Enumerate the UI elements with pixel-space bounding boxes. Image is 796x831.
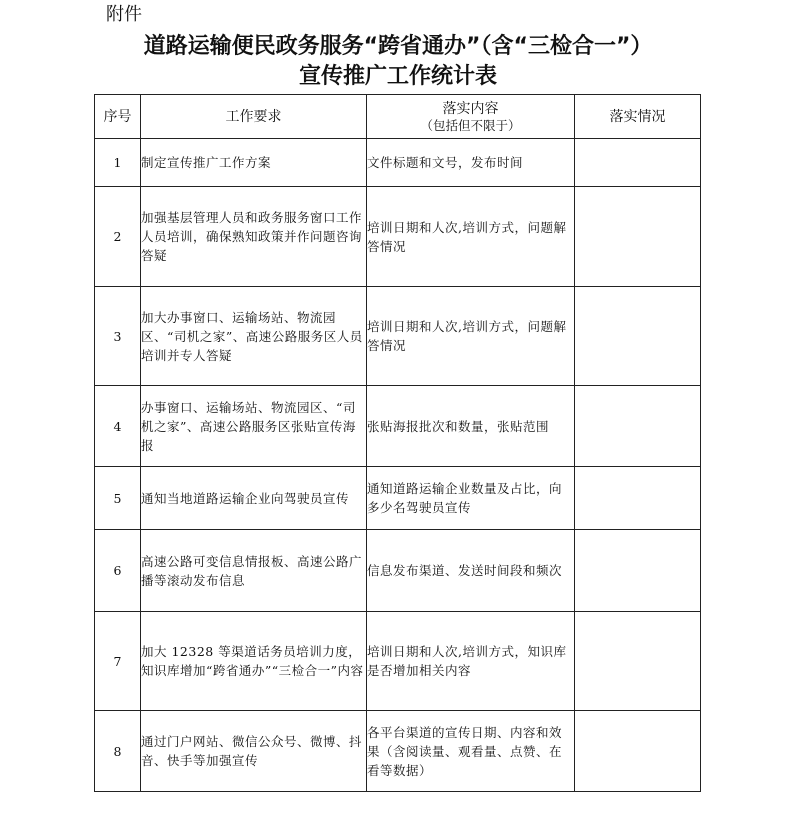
row-content: 文件标题和文号，发布时间 [367,139,575,187]
row-requirement: 高速公路可变信息情报板、高速公路广播等滚动发布信息 [141,530,367,612]
header-seq: 序号 [95,95,141,139]
row-status[interactable] [575,187,701,287]
row-content: 各平台渠道的宣传日期、内容和效果（含阅读量、观看量、点赞、在看等数据） [367,711,575,792]
table-row [95,287,701,386]
header-requirement: 工作要求 [141,95,367,139]
header-content-label: 落实内容 [442,100,499,117]
header-content [367,95,575,139]
row-status[interactable] [575,139,701,187]
table-row [95,711,701,792]
attachment-label: 附件 [106,4,142,25]
table-row [95,187,701,287]
row-status[interactable] [575,287,701,386]
statistics-table [94,94,701,792]
table-row [95,530,701,612]
table-row [95,386,701,467]
row-requirement: 通过门户网站、微信公众号、微博、抖音、快手等加强宣传 [141,711,367,792]
row-seq: 3 [95,287,141,386]
row-status[interactable] [575,530,701,612]
row-requirement: 加强基层管理人员和政务服务窗口工作人员培训，确保熟知政策并作问题咨询答疑 [141,187,367,287]
row-requirement: 通知当地道路运输企业向驾驶员宣传 [141,467,367,530]
table-row [95,139,701,187]
document-title-line-2: 宣传推广工作统计表 [298,64,497,89]
row-content: 培训日期和人次,培训方式，问题解答情况 [367,187,575,287]
row-requirement: 制定宣传推广工作方案 [141,139,367,187]
row-seq: 2 [95,187,141,287]
header-content-note: （包括但不限于） [420,117,521,133]
row-status[interactable] [575,711,701,792]
row-content: 通知道路运输企业数量及占比，向多少名驾驶员宣传 [367,467,575,530]
row-content: 培训日期和人次,培训方式，知识库是否增加相关内容 [367,612,575,711]
row-requirement: 办事窗口、运输场站、物流园区、“司机之家”、高速公路服务区张贴宣传海报 [141,386,367,467]
row-seq: 4 [95,386,141,467]
row-seq: 1 [95,139,141,187]
row-seq: 5 [95,467,141,530]
row-status[interactable] [575,612,701,711]
row-seq: 6 [95,530,141,612]
row-status[interactable] [575,467,701,530]
row-requirement: 加大办事窗口、运输场站、物流园区、“司机之家”、高速公路服务区人员培训并专人答疑 [141,287,367,386]
row-content: 信息发布渠道、发送时间段和频次 [367,530,575,612]
row-content: 培训日期和人次,培训方式，问题解答情况 [367,287,575,386]
header-status: 落实情况 [575,95,701,139]
row-requirement: 加大 12328 等渠道话务员培训力度，知识库增加“跨省通办”“三检合一”内容 [141,612,367,711]
row-content: 张贴海报批次和数量，张贴范围 [367,386,575,467]
table-row [95,467,701,530]
row-status[interactable] [575,386,701,467]
table-header-row [95,95,701,139]
table-row [95,612,701,711]
document-title-line-1: 道路运输便民政务服务“跨省通办”（含“三检合一”） [143,34,653,59]
row-seq: 8 [95,711,141,792]
row-seq: 7 [95,612,141,711]
